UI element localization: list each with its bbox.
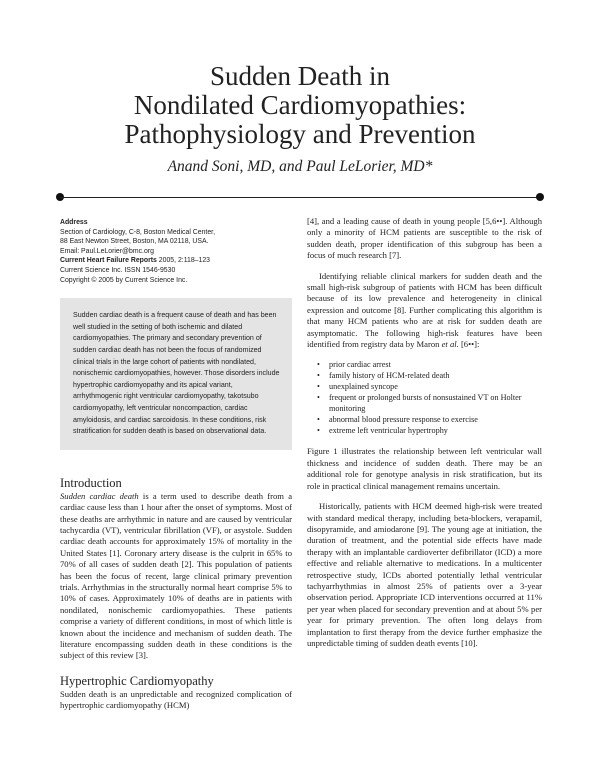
left-column [60, 218, 292, 712]
issn-line: Current Science Inc. ISSN 1546-9530 [60, 266, 176, 274]
title-line-1: Sudden Death in [210, 61, 390, 91]
journal-citation [60, 256, 292, 266]
risk-feature-list [307, 359, 542, 436]
hcm-paragraph: Sudden death is an unpredictable and recognized complication of hypertrophic cardiomyopathy (HCM) [60, 688, 292, 711]
hcm-heading: Hypertrophic Cardiomyopathy [60, 673, 214, 688]
author-line: Anand Soni, MD, and Paul LeLorier, MD* [167, 158, 433, 175]
right-column [307, 216, 542, 649]
list-item: • extreme left ventricular hypertrophy [317, 425, 542, 436]
title-line-2: Nondilated Cardiomyopathies: [133, 90, 467, 120]
address-heading: Address [60, 219, 88, 226]
introduction-text: is a term used to describe death from a cardiac cause less than 1 hour after the onset of symptoms. Most of these deaths are arrhythmic in nature and are caused by ventricular tachycardia (VT), ventricular fibrillation (VF), or asystole. Sudden cardiac death accounts for approximately 15% of mortality in the United States [1]. Coronary artery disease is the culprit in 65% to 70% of all cases of sudden death [2]. This population of patients has been the focus of recent, large clinical primary prevention trials. Arrhythmias in the structurally normal heart comprise 5% to 10% of cases. Approximately 10% of deaths are in patients with nondilated, nonischemic cardiomyopathies. These patients comprise a variety of different conditions, in most of which little is known about the incidence and mechanism of sudden death. The literature encompassing sudden death in these conditions is the subject of this review [3]. [60, 490, 293, 661]
journal-name: Current Heart Failure Reports [60, 257, 157, 265]
p2-etal: et al. [441, 339, 459, 350]
right-paragraph-1: [4], and a leading cause of death in young people [5,6••]. Although only a minority of HCM patients are susceptible to the risk of sudden death, proper identification of this subgroup has been a focus of much research [7]. [307, 216, 542, 261]
title-divider [60, 197, 540, 198]
defined-term: Sudden cardiac death [60, 490, 139, 501]
address-email: Email: Paul.LeLorier@bmc.org [60, 247, 154, 255]
journal-volume: 2005, 2:118–123 [156, 257, 211, 265]
copyright-line: Copyright © 2005 by Current Science Inc. [60, 276, 188, 284]
rule-right-dot [536, 193, 544, 201]
p2-ref: [6••]: [458, 339, 480, 350]
list-item: • family history of HCM-related death [317, 370, 542, 381]
right-paragraph-4: Historically, patients with HCM deemed high-risk were treated with standard medical therapy, including beta-blockers, verapamil, disopyramide, and amiodarone [9]. The young age at initiation, the duration of treatment, and the potential side effects have made therapy with an implantable cardioverter defibrillator (ICD) a more effective and reliable alternative to medications. In a multicenter retrospective study, ICDs aborted potentially lethal ventricular tachyarrhythmias in almost 25% of patients over a 3-year observation period. Appropriate ICD interventions occurred at 11% per year when placed for secondary prevention and at about 5% per year for primary prevention. The often long delays from implantation to first therapy from the device further emphasize the unpredictable timing of sudden death events [10]. [307, 501, 542, 648]
introduction-heading: Introduction [60, 475, 122, 490]
title-line-3: Pathophysiology and Prevention [124, 119, 476, 149]
right-paragraph-3: Figure 1 illustrates the relationship between left ventricular wall thickness and incidence of sudden death. There may be an additional role for genotype analysis in risk stratification, but its role in practical clinical management remains uncertain. [307, 446, 542, 491]
article-title [0, 62, 600, 149]
address-line-1: Section of Cardiology, C-8, Boston Medical Center, [60, 228, 215, 236]
introduction-paragraph [60, 491, 292, 662]
list-item: • abnormal blood pressure response to exercise [317, 414, 542, 425]
address-line-2: 88 East Newton Street, Boston, MA 02118, USA. [60, 238, 209, 246]
p2-text: Identifying reliable clinical markers for sudden death and the small high-risk subgroup of patients with HCM has been difficult because of its low prevalence and heterogeneity in clinical expression and outcome [8]. Further complicating this algorithm is that many HCM patients who are at risk for sudden death are asymptomatic. The following high-risk features have been identified from registry data by Maron [307, 270, 542, 350]
list-item: • unexplained syncope [317, 381, 542, 392]
abstract-box: Sudden cardiac death is a frequent cause of death and has been well studied in the setting of both ischemic and dilated cardiomyopathies. The primary and secondary prevention of sudden cardiac death has not been the focus of randomized clinical trials in the large cohort of patients with nondilated, nonischemic cardiomyopathies, however. Those disorders include hypertrophic cardiomyopathy and its apical variant, arrhythmogenic right ventricular cardiomyopathy, takotsubo cardiomyopathy, left ventricular noncompaction, cardiac amyloidosis, and cardiac sarcoidosis. In these conditions, risk stratification for sudden death is based on observational data. [60, 298, 292, 450]
right-paragraph-2 [307, 271, 542, 351]
list-item: • frequent or prolonged bursts of nonsustained VT on Holter monitoring [317, 392, 542, 414]
list-item: • prior cardiac arrest [317, 359, 542, 370]
address-block [60, 218, 292, 285]
